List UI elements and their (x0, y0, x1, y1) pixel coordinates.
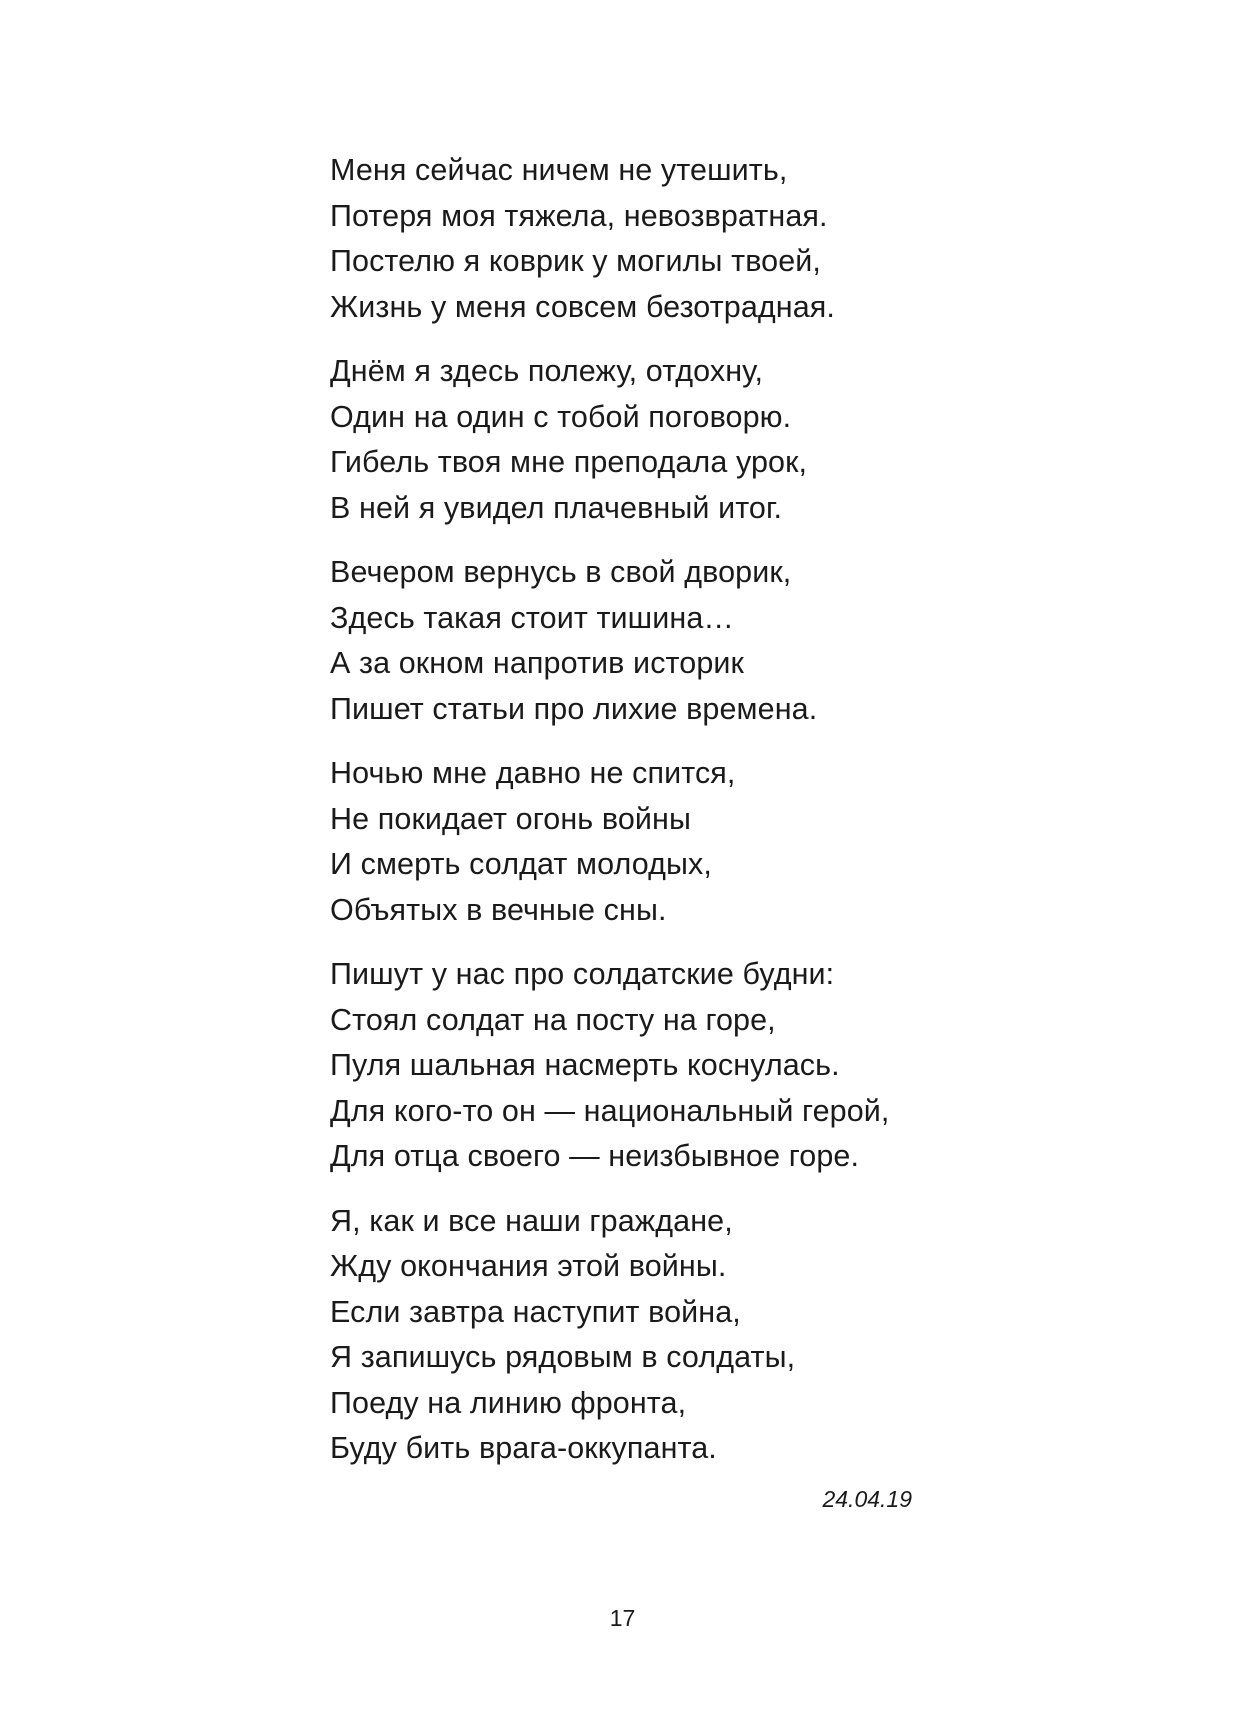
poem-line: Потеря моя тяжела, невозвратная. (330, 198, 828, 233)
page-number: 17 (609, 1605, 636, 1631)
poem-line: Жду окончания этой войны. (330, 1249, 727, 1283)
poem-line: Пишет статьи про лихие времена. (330, 691, 818, 726)
poem-line: Объятых в вечные сны. (330, 892, 667, 927)
poem (330, 148, 970, 1491)
poem-line: Меня сейчас ничем не утешить, (330, 153, 788, 187)
poem-line: Жизнь у меня совсем безотрадная. (330, 289, 835, 324)
poem-line: Один на один с тобой поговорю. (330, 399, 792, 434)
poem-line: Днём я здесь полежу, отдохну, (330, 354, 764, 388)
poem-line: Ночью мне давно не спится, (330, 756, 736, 790)
poem-line: Для кого-то он — национальный герой, (330, 1093, 890, 1128)
poem-line: Постелю я коврик у могилы твоей, (330, 244, 821, 278)
poem-line: Я запишусь рядовым в солдаты, (330, 1340, 796, 1374)
poem-line: Я, как и все наши граждане, (330, 1203, 733, 1238)
stanza-3 (330, 550, 970, 732)
poem-line: Не покидает огонь войны (330, 801, 691, 836)
poem-line: Вечером вернусь в свой дворик, (330, 555, 792, 589)
poem-line: Буду бить врага-оккупанта. (330, 1431, 717, 1465)
poem-line: Стоял солдат на посту на горе, (330, 1002, 776, 1037)
stanza-1 (330, 148, 970, 330)
poem-line: А за окном напротив историк (330, 646, 744, 680)
poem-line: Пуля шальная насмерть коснулась. (330, 1048, 840, 1082)
poem-line: Если завтра наступит война, (330, 1294, 741, 1329)
poem-line: Здесь такая стоит тишина… (330, 600, 734, 635)
stanza-4 (330, 751, 970, 933)
poem-line: В ней я увидел плачевный итог. (330, 490, 783, 525)
stanza-5 (330, 952, 970, 1180)
stanza-6 (330, 1199, 970, 1472)
poem-line: И смерть солдат молодых, (330, 847, 712, 881)
stanza-2 (330, 349, 970, 531)
poem-line: Гибель твоя мне преподала урок, (330, 445, 808, 479)
poem-date: 24.04.19 (822, 1486, 912, 1512)
poem-line: Для отца своего — неизбывное горе. (330, 1139, 860, 1173)
poem-line: Поеду на линию фронта, (330, 1385, 687, 1420)
poem-line: Пишут у нас про солдатские будни: (330, 957, 835, 991)
